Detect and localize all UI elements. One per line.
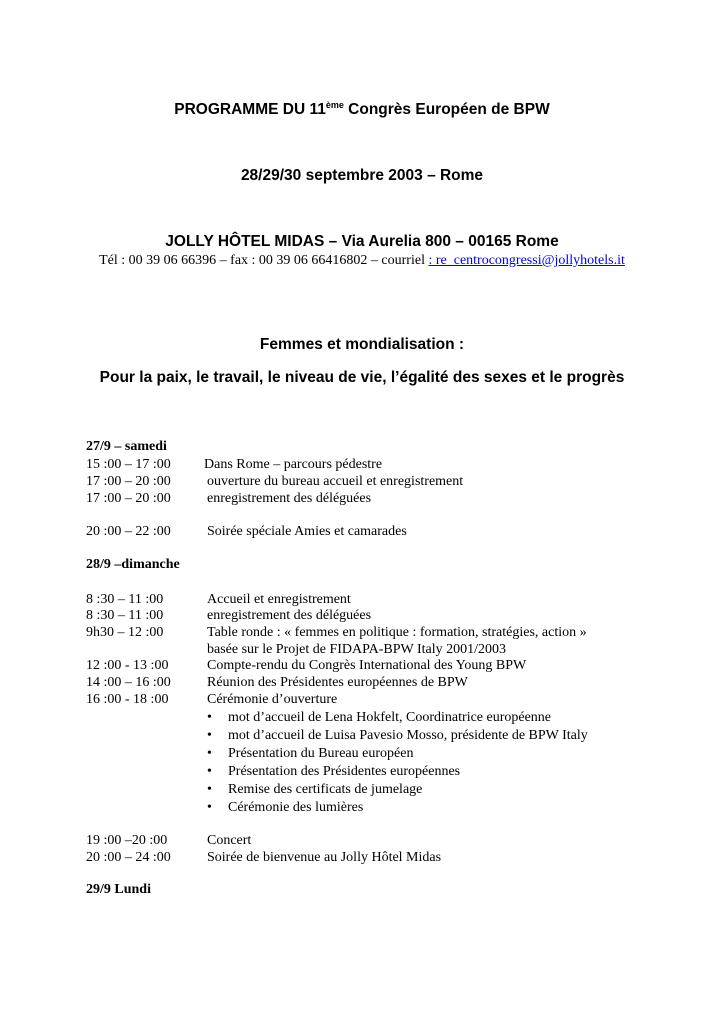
schedule-row [86, 523, 407, 540]
schedule-row [86, 674, 468, 691]
day-heading-sunday: 28/9 –dimanche [86, 557, 180, 572]
event-dates: 28/29/30 septembre 2003 – Rome [240, 167, 484, 184]
schedule-desc: Table ronde : « femmes en politique : formation, stratégies, action » [207, 625, 587, 640]
schedule-row [86, 657, 526, 674]
schedule-desc: enregistrement des déléguées [207, 491, 372, 506]
schedule-row [86, 473, 463, 490]
schedule-time: 15 :00 – 17 :00 [86, 457, 171, 472]
theme-title: Femmes et mondialisation : [259, 336, 465, 353]
ceremony-list-item [207, 799, 363, 816]
email-link[interactable]: : re_centrocongressi@jollyhotels.it [428, 253, 625, 268]
schedule-row [86, 607, 371, 624]
schedule-desc: Dans Rome – parcours pédestre [204, 457, 383, 472]
schedule-desc: Cérémonie d’ouverture [207, 692, 338, 707]
day-heading-monday: 29/9 Lundi [86, 882, 151, 897]
schedule-row [86, 624, 587, 641]
schedule-desc: basée sur le Projet de FIDAPA-BPW Italy 2001/2003 [207, 642, 507, 657]
bullet-icon: • [207, 746, 212, 761]
theme-subtitle: Pour la paix, le travail, le niveau de vie, l’égalité des sexes et le progrès [99, 369, 625, 386]
contact-phone-fax: Tél : 00 39 06 66396 – fax : 00 39 06 66416802 – courriel [99, 253, 429, 268]
programme-title-main: PROGRAMME DU 11 [174, 101, 326, 118]
programme-title-superscript: ème [325, 100, 344, 110]
ceremony-item-text: Cérémonie des lumières [228, 800, 364, 815]
day-heading-saturday: 27/9 – samedi [86, 439, 167, 454]
programme-title [0, 101, 724, 119]
schedule-desc: Soirée de bienvenue au Jolly Hôtel Midas [207, 850, 442, 865]
schedule-row [86, 832, 251, 849]
ceremony-list-item [207, 763, 460, 780]
schedule-desc: ouverture du bureau accueil et enregistrement [207, 474, 464, 489]
programme-title-rest: Congrès Européen de BPW [343, 101, 550, 118]
schedule-time: 20 :00 – 24 :00 [86, 850, 171, 865]
bullet-icon: • [207, 800, 212, 815]
bullet-icon: • [207, 782, 212, 797]
ceremony-item-text: Présentation des Présidentes européennes [228, 764, 461, 779]
ceremony-item-text: Remise des certificats de jumelage [228, 782, 423, 797]
ceremony-list-item [207, 745, 413, 762]
schedule-row [86, 456, 382, 473]
schedule-desc: Soirée spéciale Amies et camarades [207, 524, 407, 539]
schedule-row [86, 849, 441, 866]
schedule-row [86, 591, 351, 608]
schedule-time: 8 :30 – 11 :00 [86, 608, 164, 623]
schedule-desc: Concert [207, 833, 252, 848]
ceremony-item-text: mot d’accueil de Luisa Pavesio Mosso, présidente de BPW Italy [228, 728, 588, 743]
ceremony-item-text: Présentation du Bureau européen [228, 746, 414, 761]
schedule-desc: enregistrement des déléguées [207, 608, 372, 623]
contact-line [0, 253, 724, 269]
schedule-time: 9h30 – 12 :00 [86, 625, 164, 640]
ceremony-item-text: mot d’accueil de Lena Hokfelt, Coordinatrice européenne [228, 710, 552, 725]
venue-address: JOLLY HÔTEL MIDAS – Via Aurelia 800 – 00165 Rome [165, 233, 559, 250]
schedule-time: 16 :00 - 18 :00 [86, 692, 169, 707]
schedule-desc: Compte-rendu du Congrès International des Young BPW [207, 658, 527, 673]
bullet-icon: • [207, 710, 212, 725]
schedule-time: 17 :00 – 20 :00 [86, 491, 171, 506]
bullet-icon: • [207, 764, 212, 779]
schedule-desc: Accueil et enregistrement [207, 592, 351, 607]
schedule-time: 12 :00 - 13 :00 [86, 658, 169, 673]
schedule-time: 8 :30 – 11 :00 [86, 592, 164, 607]
ceremony-list-item [207, 709, 551, 726]
schedule-time: 14 :00 – 16 :00 [86, 675, 171, 690]
schedule-desc: Réunion des Présidentes européennes de BPW [207, 675, 468, 690]
bullet-icon: • [207, 728, 212, 743]
schedule-row [86, 641, 506, 658]
schedule-row [86, 490, 371, 507]
schedule-time: 19 :00 –20 :00 [86, 833, 168, 848]
ceremony-list-item [207, 781, 422, 798]
schedule-time: 20 :00 – 22 :00 [86, 524, 171, 539]
ceremony-list-item [207, 727, 588, 744]
schedule-row [86, 691, 337, 708]
schedule-time: 17 :00 – 20 :00 [86, 474, 171, 489]
